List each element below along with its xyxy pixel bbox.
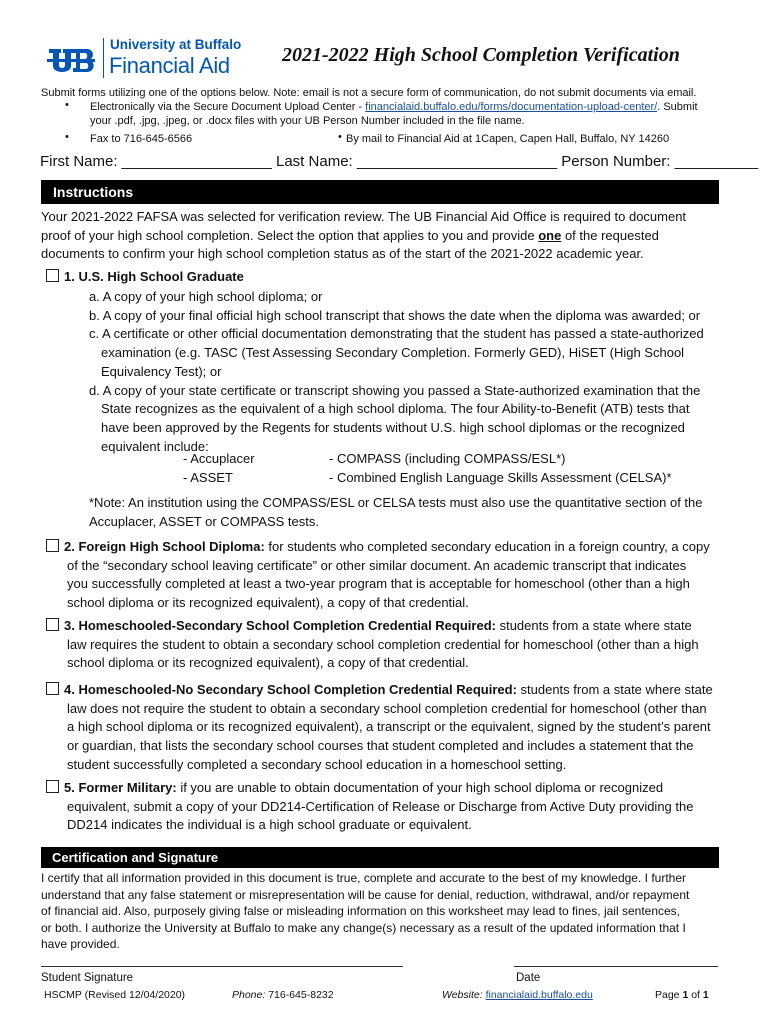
website-link[interactable]: financialaid.buffalo.edu [485, 989, 593, 1001]
footer-phone: Phone: 716-645-8232 [232, 989, 334, 1001]
logo-university-name: University at Buffalo [110, 37, 242, 52]
footer-website: Website: financialaid.buffalo.edu [442, 989, 593, 1001]
logo-department-name: Financial Aid [109, 53, 230, 78]
option-2-checkbox[interactable] [46, 539, 59, 552]
option-2: 2. Foreign High School Diploma: for students who completed secondary education in a foreign country, a copy of the “secondary school leaving certificate” or other similar document. An academic transcript that indicates you successfully completed at least a two-year program that is acceptable for homeschool (other than a high school diploma or its recognized equivalent), a copy of that credential. [46, 538, 710, 613]
bullet-icon: • [65, 131, 69, 143]
mail-option: By mail to Financial Aid at 1Capen, Capen Hall, Buffalo, NY 14260 [346, 133, 670, 145]
signature-label: Student Signature [41, 972, 134, 984]
option-1-items: a. A copy of your high school diploma; or b. A copy of your final official high school transcript that shows the date when the diploma was awarded; or c. A certificate or other official documentation demonstrating that the student has passed a state-authorized examination (e.g. TASC (Test Assessing Secondary Completion. Formerly GED), HiSET (High School Equivalency Test); or d. A copy of your state certificate or transcript showing you passed a State-authorized examination that the State recognizes as the equivalent of a high school diploma. The four Ability-to-Benefit (ATB) tests that have been approved by the Regents for students without U.S. high school diplomas or the recognized equivalent include: [89, 289, 704, 454]
instructions-heading: Instructions [41, 180, 719, 204]
student-name-fields[interactable]: First Name: __________________ Last Name: ________________________ Person Number: __________ [40, 153, 759, 170]
atb-tests-right: - COMPASS (including COMPASS/ESL*) - Combined English Language Skills Assessment (CELSA)* [329, 451, 672, 485]
bullet-icon: • [338, 131, 342, 143]
page-number: Page 1 of 1 [655, 989, 709, 1001]
date-label: Date [516, 972, 541, 984]
option-4-checkbox[interactable] [46, 682, 59, 695]
option-5: 5. Former Military: if you are unable to obtain documentation of your high school diploma or recognized equivalent, submit a copy of your DD214-Certification of Release or Discharge from Active Duty providing the DD214 indicates the individual is a high school graduate or equivalent. [46, 779, 693, 835]
bullet-icon: • [65, 99, 69, 111]
date-line[interactable] [514, 966, 718, 967]
emphasis-one: one [538, 227, 562, 243]
instructions-intro: Your 2021-2022 FAFSA was selected for verification review. The UB Financial Aid Office is required to document proof of your high school completion. Select the option that applies to you and provide one of the requested documents to confirm your high school completion status as of the start of the 2021-2022 academic year. [41, 209, 687, 262]
atb-tests-left: - Accuplacer - ASSET [183, 451, 255, 485]
certification-heading: Certification and Signature [41, 847, 719, 868]
option-1-header: 1. U.S. High School Graduate [46, 268, 244, 287]
option-1-checkbox[interactable] [46, 269, 59, 282]
fax-option: Fax to 716-645-6566 [90, 133, 193, 145]
option-3-checkbox[interactable] [46, 618, 59, 631]
option-1-note: *Note: An institution using the COMPASS/ESL or CELSA tests must also use the quantitative section of the Accuplacer, ASSET or COMPASS tests. [89, 495, 703, 529]
upload-option: Electronically via the Secure Document Upload Center - financialaid.buffalo.edu/forms/documentation-upload-center/. Submit [90, 101, 698, 113]
upload-center-link[interactable]: financialaid.buffalo.edu/forms/documentation-upload-center/ [365, 101, 658, 113]
logo-divider [103, 38, 104, 78]
option-3: 3. Homeschooled-Secondary School Completion Credential Required: students from a state where state law requires the student to obtain a secondary school completion credential for homeschool (other than a high school diploma or its recognized equivalent), a copy of that credential. [46, 617, 699, 673]
signature-line[interactable] [41, 966, 403, 967]
ub-logo-mark [47, 45, 97, 77]
submission-intro: Submit forms utilizing one of the options below. Note: email is not a secure form of communication, do not submit documents via email. [41, 87, 697, 99]
option-4: 4. Homeschooled-No Secondary School Completion Credential Required: students from a state where state law does not require the student to obtain a secondary school completion credential for homeschool (other than a high school diploma or its recognized equivalent), a transcript or the equivalent, signed by the student’s parent or guardian, that lists the secondary school courses that student completed and includes a statement that the student successfully completed a secondary school education in a homeschool setting. [46, 681, 713, 775]
page-title: 2021-2022 High School Completion Verification [282, 44, 680, 66]
certification-text: I certify that all information provided in this document is true, complete and accurate to the best of my knowledge. I further understand that any false statement or misrepresentation will be cause for denial, reduction, withdrawal, and/or repayment of financial aid. Also, purposely giving false or misleading information on this worksheet may lead to fines, jail sentences, or both. I authorize the University at Buffalo to make any change(s) necessary as a result of the updated information that I have provided. [41, 871, 690, 951]
form-code: HSCMP (Revised 12/04/2020) [44, 989, 186, 1001]
option-5-checkbox[interactable] [46, 780, 59, 793]
upload-option-detail: your .pdf, .jpg, .jpeg, or .docx files with your UB Person Number included in the file name. [90, 115, 525, 127]
